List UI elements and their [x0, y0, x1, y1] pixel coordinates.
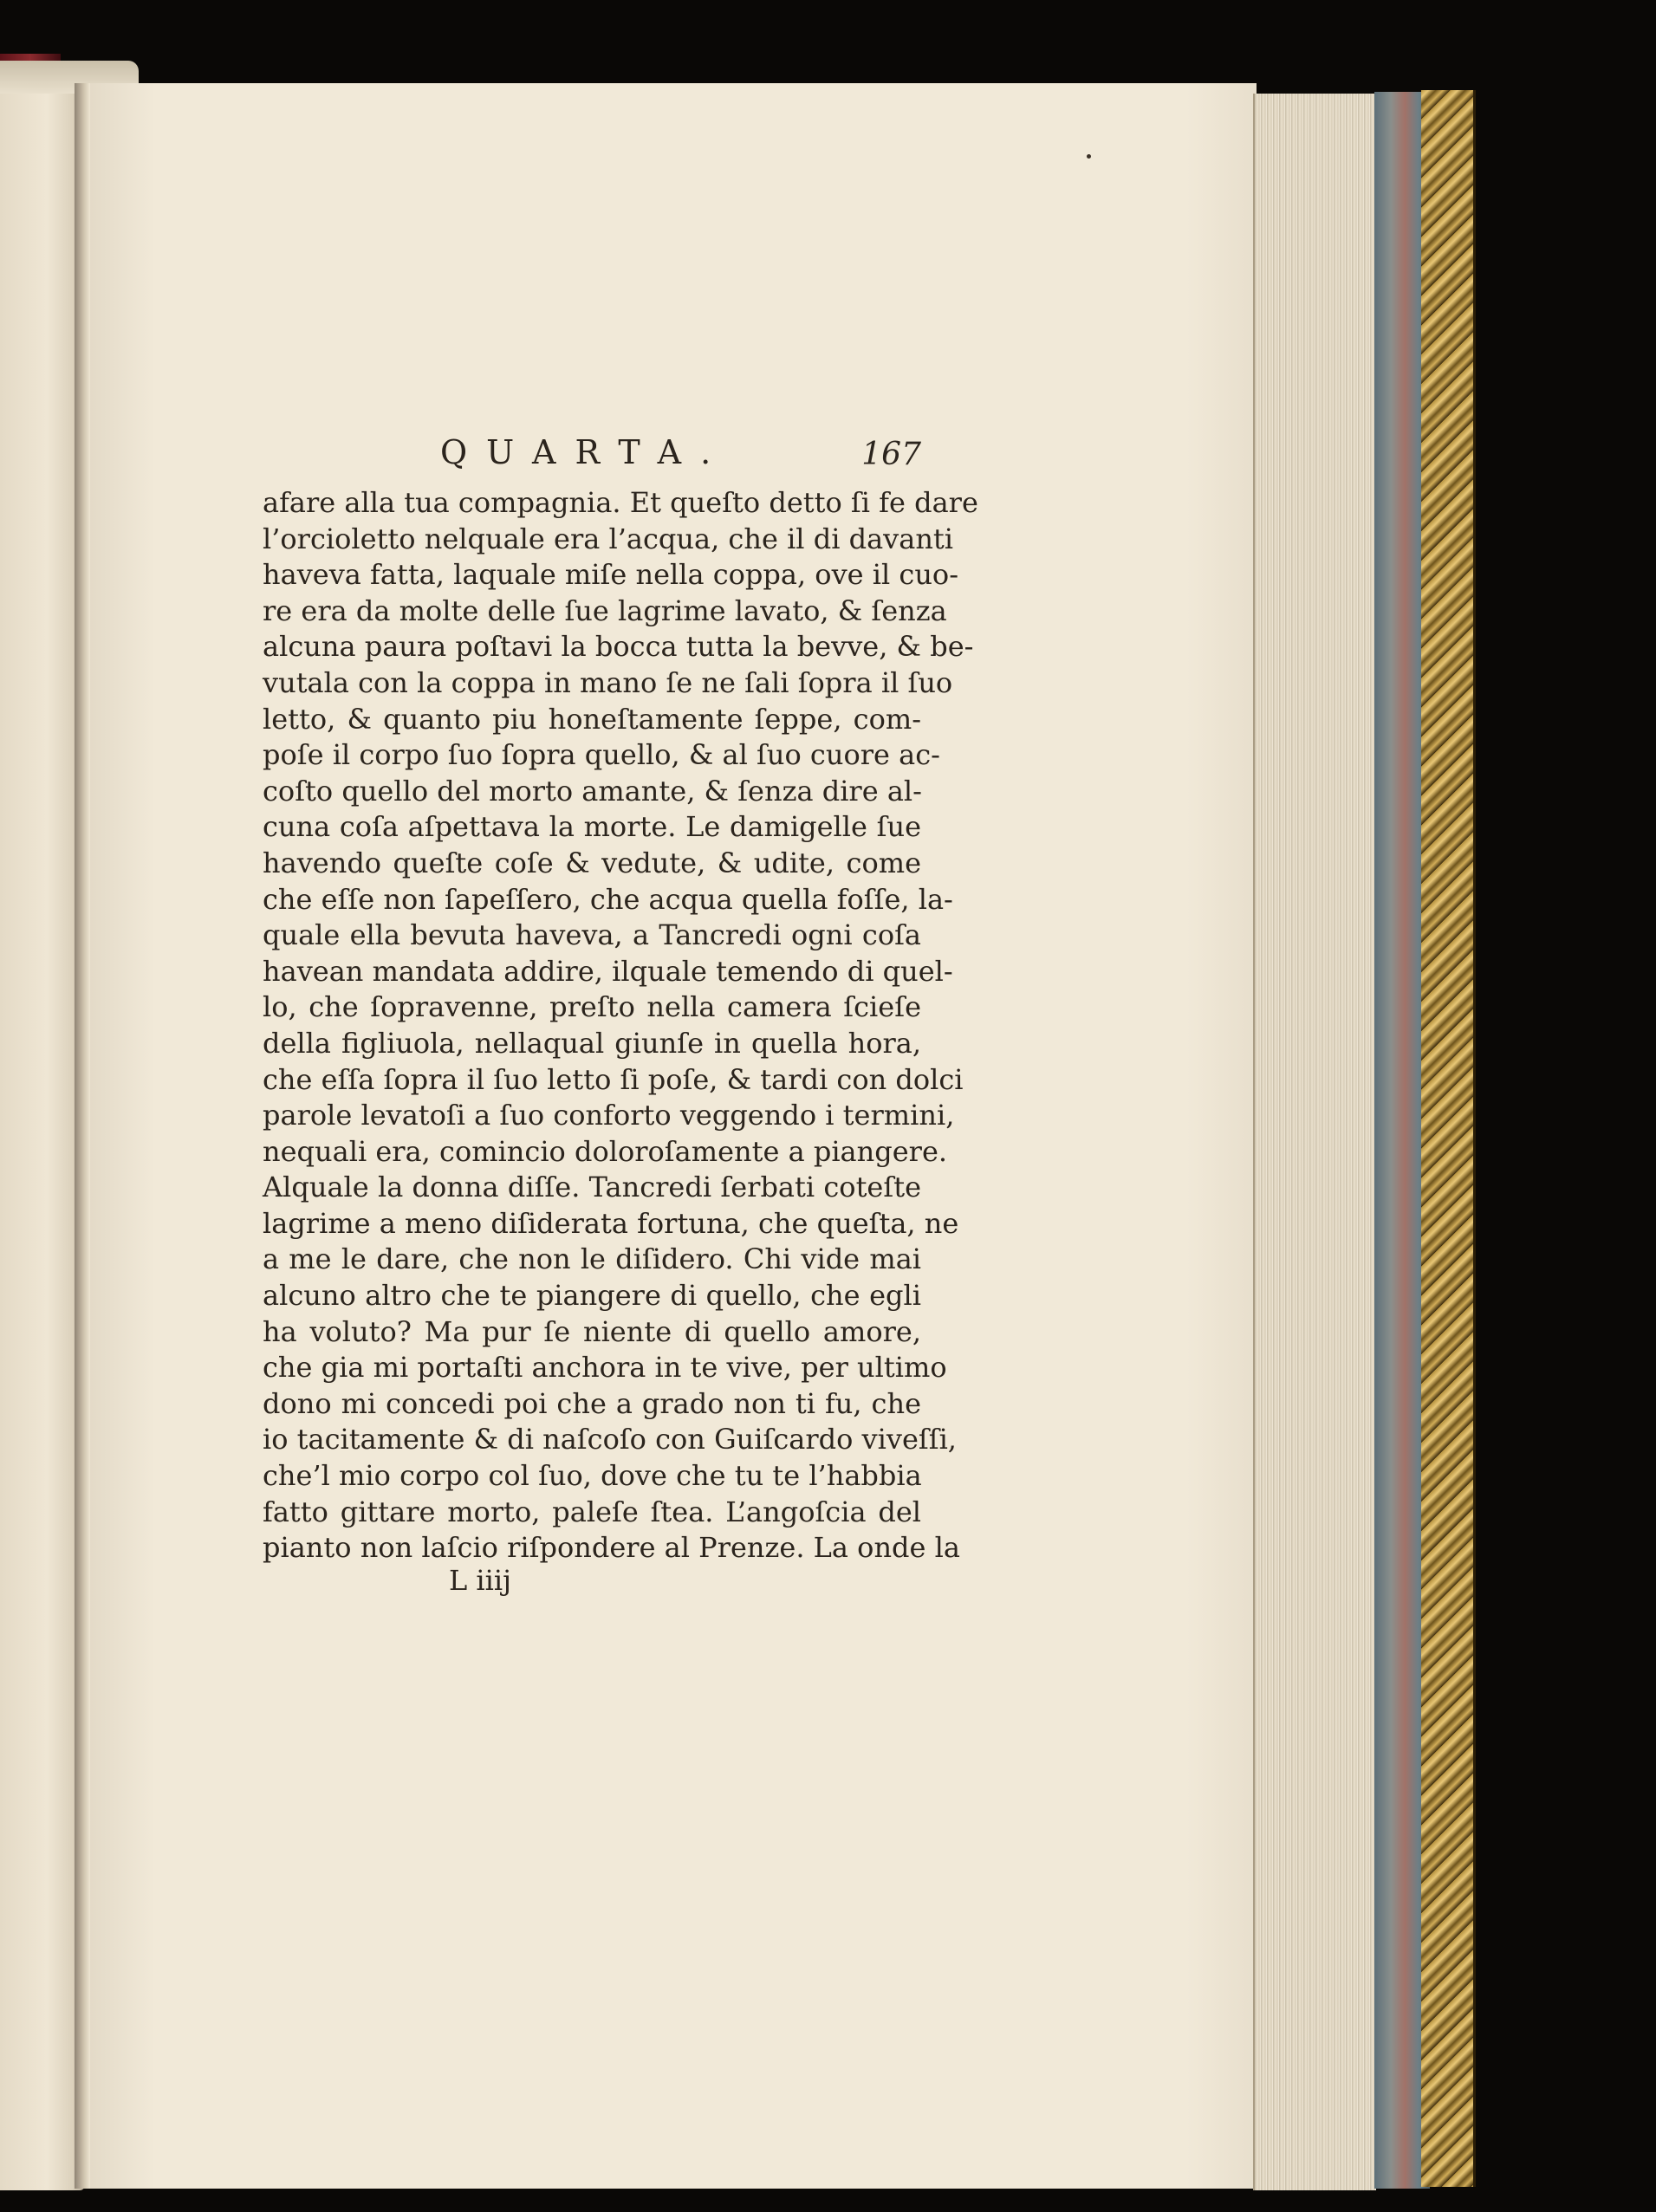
text-line: che gia mi portaſti anchora in te vive, per ultimo	[263, 1351, 947, 1385]
text-line: poſe il corpo ſuo ſopra quello, & al ſuo cuore ac-	[263, 738, 940, 772]
text-line: lagrime a meno diſiderata fortuna, che queſta, ne	[263, 1206, 959, 1240]
signature-mark: L iiij	[449, 1564, 512, 1597]
text-line: parole levatoſi a ſuo conforto veggendo i termini,	[263, 1099, 955, 1132]
gutter-shadow	[75, 83, 90, 2189]
text-line: pianto non laſcio riſpondere al Prenze. La onde la	[263, 1531, 960, 1565]
paper-speck	[1087, 154, 1091, 159]
text-line: dono mi concedi poi che a grado non ti fu, che	[263, 1386, 921, 1420]
text-line: ha voluto? Ma pur ſe niente di quello amore,	[263, 1314, 921, 1348]
text-line: quale ella bevuta haveva, a Tancredi ogni coſa	[263, 918, 921, 952]
text-line: alcuna paura poſtavi la bocca tutta la bevve, & be-	[263, 630, 974, 664]
text-line: Alquale la donna diſſe. Tancredi ſerbati coteſte	[263, 1171, 921, 1204]
page-edges	[1253, 94, 1376, 2190]
text-line: l’orcioletto nelquale era l’acqua, che il di davanti	[263, 522, 954, 555]
text-line: vutala con la coppa in mano ſe ne ſali ſopra il ſuo	[263, 665, 953, 699]
text-line: re era da molte delle ſue lagrime lavato, & ſenza	[263, 594, 947, 627]
text-line: coſto quello del morto amante, & ſenza dire al-	[263, 774, 922, 808]
text-line: afare alla tua compagnia. Et queſto detto ſi fe dare	[263, 486, 978, 519]
text-line: havendo queſte coſe & vedute, & udite, come	[263, 846, 921, 879]
text-line: che eſſe non ſapeſſero, che acqua quella foſſe, la-	[263, 882, 953, 916]
text-line: haveva fatta, laquale miſe nella coppa, ove il cuo-	[263, 558, 958, 592]
text-line: che eſſa ſopra il ſuo letto ſi poſe, & tardi con dolci	[263, 1062, 964, 1096]
page-number: 167	[861, 437, 921, 472]
text-line: della figliuola, nellaqual giunſe in quella hora,	[263, 1026, 921, 1060]
running-head-title: QUARTA.	[440, 433, 731, 471]
running-head	[263, 433, 921, 485]
text-line: havean mandata addire, ilquale temendo di quel-	[263, 954, 953, 988]
text-line: alcuno altro che te piangere di quello, che egli	[263, 1279, 921, 1313]
text-line: cuna coſa aſpettava la morte. Le damigelle ſue	[263, 810, 921, 844]
text-line: fatto gittare morto, paleſe ſtea. L’angoſcia del	[263, 1495, 921, 1528]
gilt-spine-border	[1421, 90, 1476, 2187]
text-block	[263, 433, 978, 1567]
text-line: letto, & quanto piu honeſtamente ſeppe, com-	[263, 702, 921, 736]
text-line: a me le dare, che non le diſidero. Chi vide mai	[263, 1242, 921, 1276]
text-line: nequali era, comincio doloroſamente a piangere.	[263, 1134, 948, 1168]
left-page	[0, 76, 85, 2190]
body-text	[263, 485, 978, 1567]
text-line: lo, che ſopravenne, preſto nella camera ſcieſe	[263, 990, 921, 1024]
text-line: che’l mio corpo col ſuo, dove che tu te l’habbia	[263, 1459, 922, 1493]
text-line: io tacitamente & di naſcoſo con Guiſcardo viveſſi,	[263, 1423, 957, 1456]
